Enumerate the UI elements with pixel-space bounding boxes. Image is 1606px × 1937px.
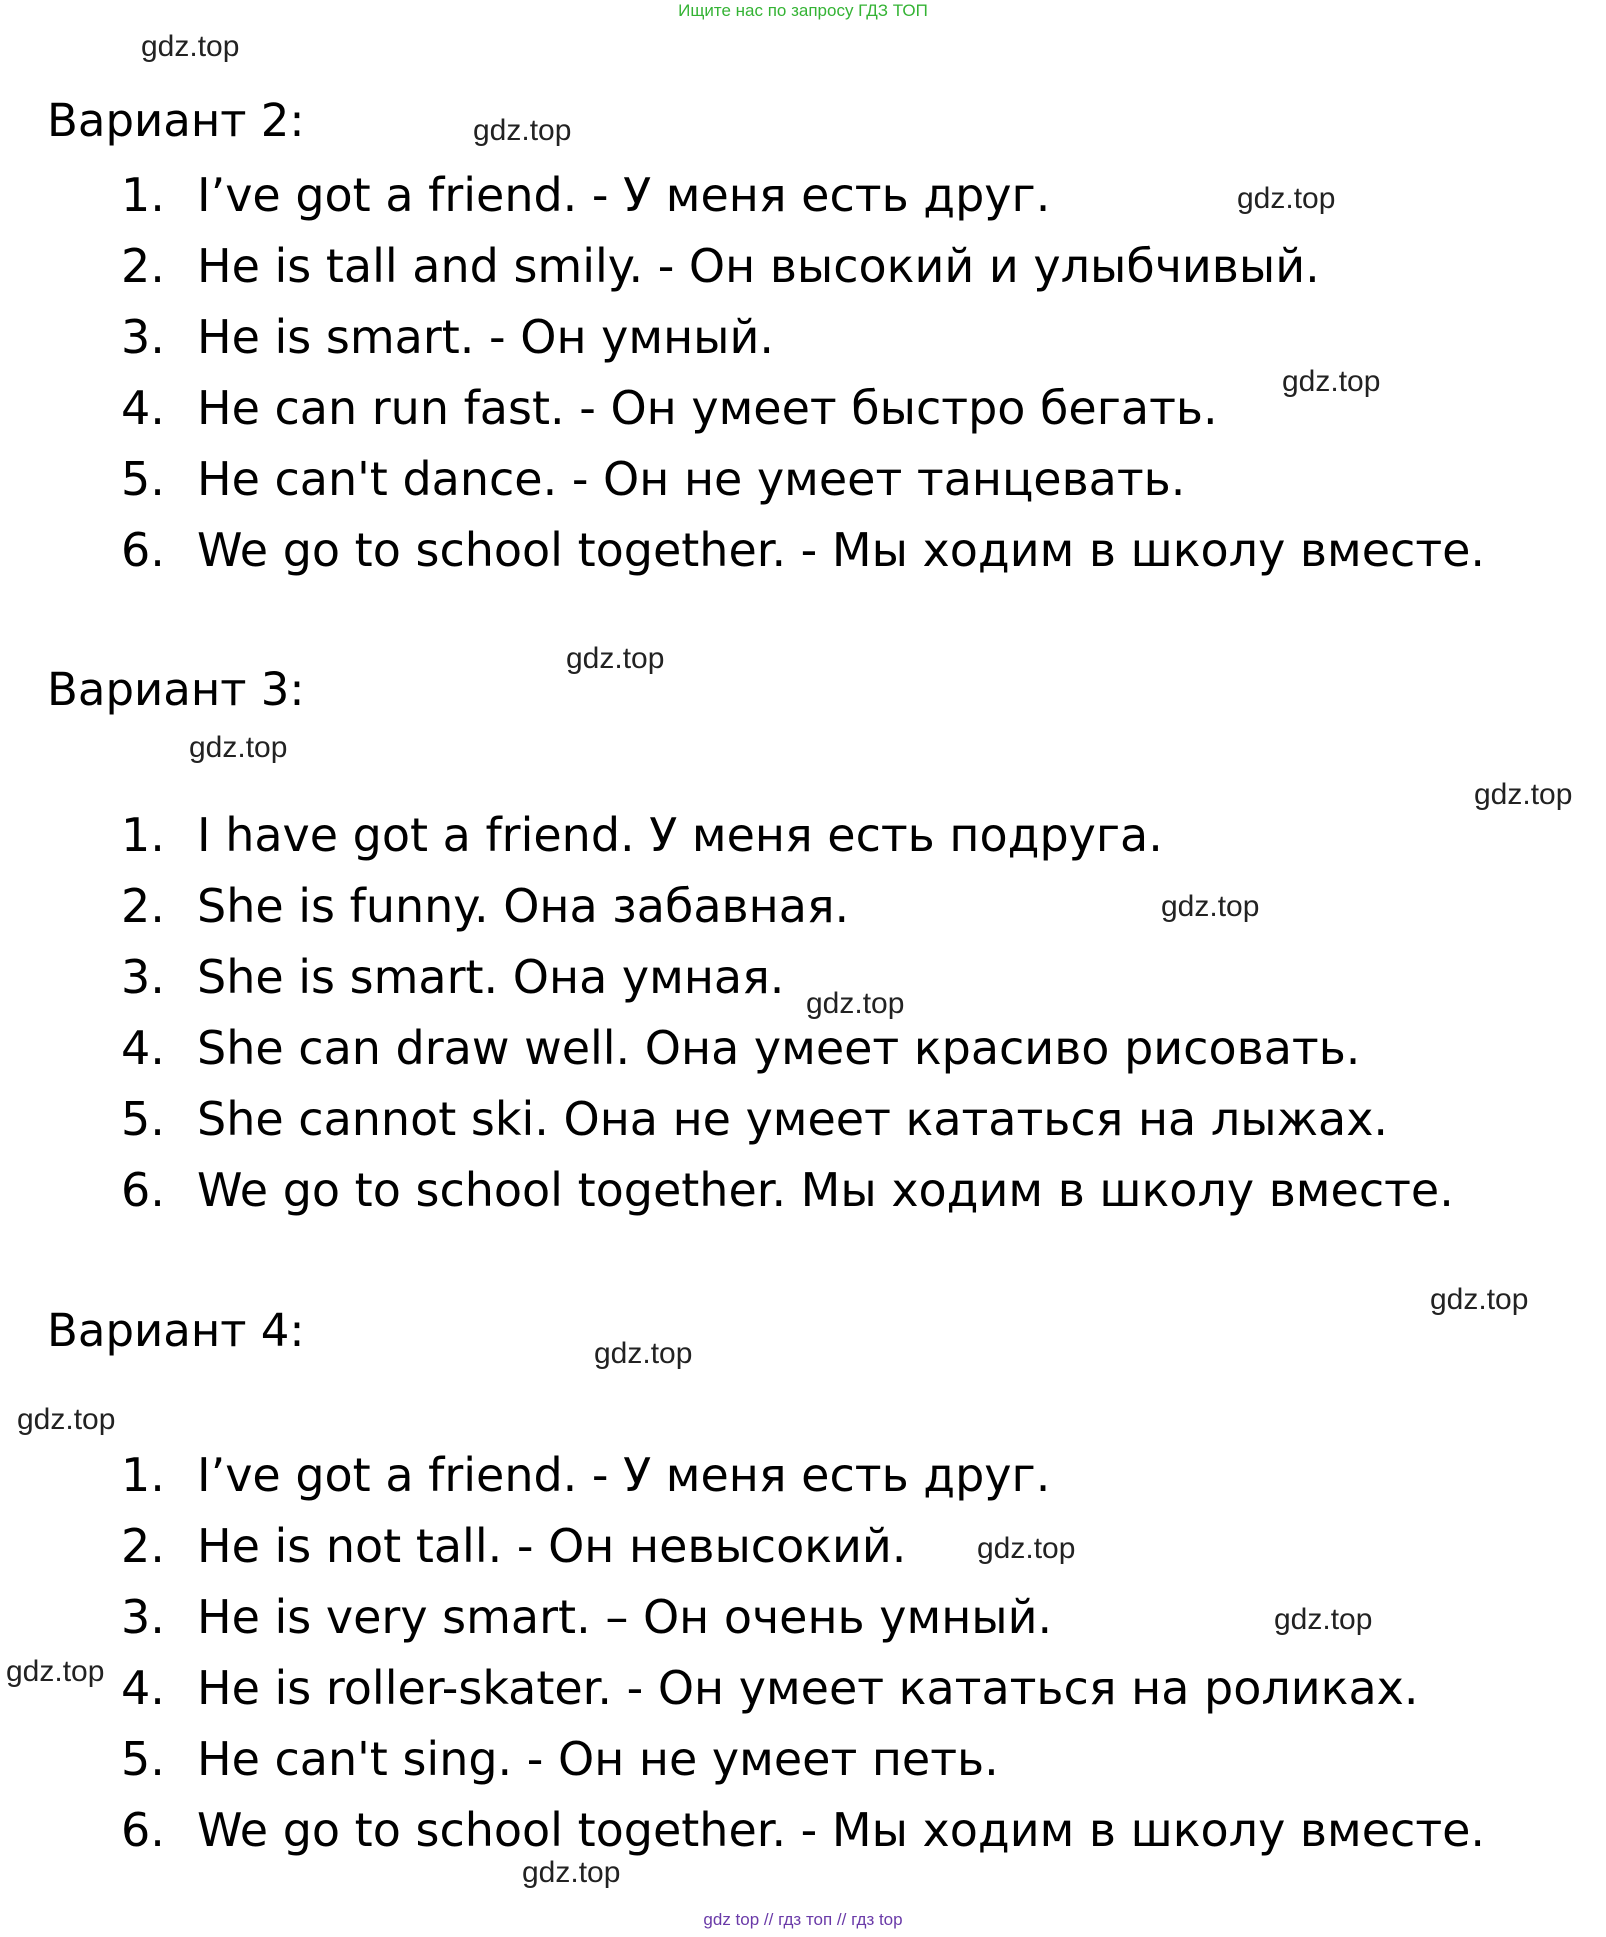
item-text: She cannot ski. Она не умеет кататься на лыжах. <box>197 1092 1389 1146</box>
list-item <box>121 239 1320 293</box>
item-number: 4. <box>121 381 165 435</box>
top-banner: Ищите нас по запросу ГДЗ ТОП <box>678 1 928 20</box>
watermark: gdz.top <box>6 1655 105 1688</box>
watermark: gdz.top <box>189 731 288 764</box>
item-text: He can't dance. - Он не умеет танцевать. <box>197 452 1186 506</box>
list-item <box>121 1519 907 1573</box>
list-item <box>121 1803 1486 1857</box>
watermark: gdz.top <box>594 1337 693 1370</box>
item-number: 1. <box>121 168 165 222</box>
list-item <box>121 950 785 1004</box>
list-item <box>121 381 1218 435</box>
list-item <box>121 1448 1051 1502</box>
list-item <box>121 452 1186 506</box>
list-item <box>121 879 850 933</box>
list-item <box>121 1163 1454 1217</box>
item-text: We go to school together. - Мы ходим в школу вместе. <box>197 1803 1486 1857</box>
item-number: 4. <box>121 1661 165 1715</box>
item-text: He is roller-skater. - Он умеет кататься на роликах. <box>197 1661 1419 1715</box>
item-text: He is not tall. - Он невысокий. <box>197 1519 907 1573</box>
item-number: 1. <box>121 1448 165 1502</box>
item-text: She is funny. Она забавная. <box>197 879 850 933</box>
watermark: gdz.top <box>1474 778 1573 811</box>
item-number: 4. <box>121 1021 165 1075</box>
item-number: 5. <box>121 1732 165 1786</box>
item-number: 3. <box>121 1590 165 1644</box>
watermark: gdz.top <box>1282 365 1381 398</box>
item-text: I’ve got a friend. - У меня есть друг. <box>197 1448 1051 1502</box>
list-item <box>121 1732 999 1786</box>
list-item <box>121 1092 1389 1146</box>
watermark: gdz.top <box>806 987 905 1020</box>
item-text: He can run fast. - Он умеет быстро бегать. <box>197 381 1218 435</box>
item-number: 2. <box>121 239 165 293</box>
item-number: 6. <box>121 1163 165 1217</box>
item-number: 6. <box>121 523 165 577</box>
item-text: He is tall and smily. - Он высокий и улыбчивый. <box>197 239 1320 293</box>
list-item <box>121 1590 1053 1644</box>
footer-watermark: gdz top // гдз топ // гдз top <box>703 1910 903 1929</box>
item-text: I have got a friend. У меня есть подруга. <box>197 808 1163 862</box>
item-text: He can't sing. - Он не умеет петь. <box>197 1732 999 1786</box>
item-text: He is very smart. – Он очень умный. <box>197 1590 1053 1644</box>
item-number: 5. <box>121 1092 165 1146</box>
item-number: 6. <box>121 1803 165 1857</box>
watermark: gdz.top <box>522 1856 621 1889</box>
item-text: She is smart. Она умная. <box>197 950 785 1004</box>
section-heading: Вариант 4: <box>47 1304 305 1357</box>
item-number: 3. <box>121 310 165 364</box>
section-heading: Вариант 3: <box>47 663 305 716</box>
watermark: gdz.top <box>17 1403 116 1436</box>
item-text: She can draw well. Она умеет красиво рисовать. <box>197 1021 1361 1075</box>
item-text: We go to school together. - Мы ходим в школу вместе. <box>197 523 1486 577</box>
item-number: 5. <box>121 452 165 506</box>
watermark: gdz.top <box>1430 1283 1529 1316</box>
list-item <box>121 523 1486 577</box>
list-item <box>121 1021 1361 1075</box>
watermark: gdz.top <box>977 1532 1076 1565</box>
list-item <box>121 808 1163 862</box>
watermark: gdz.top <box>1237 182 1336 215</box>
item-number: 2. <box>121 1519 165 1573</box>
list-item <box>121 168 1051 222</box>
item-number: 3. <box>121 950 165 1004</box>
watermark: gdz.top <box>1274 1603 1373 1636</box>
item-text: He is smart. - Он умный. <box>197 310 774 364</box>
watermark: gdz.top <box>566 642 665 675</box>
item-number: 1. <box>121 808 165 862</box>
watermark: gdz.top <box>141 30 240 63</box>
list-item <box>121 310 774 364</box>
watermark: gdz.top <box>1161 890 1260 923</box>
section-heading: Вариант 2: <box>47 94 305 147</box>
watermark: gdz.top <box>473 114 572 147</box>
item-number: 2. <box>121 879 165 933</box>
item-text: I’ve got a friend. - У меня есть друг. <box>197 168 1051 222</box>
list-item <box>121 1661 1419 1715</box>
item-text: We go to school together. Мы ходим в школу вместе. <box>197 1163 1454 1217</box>
